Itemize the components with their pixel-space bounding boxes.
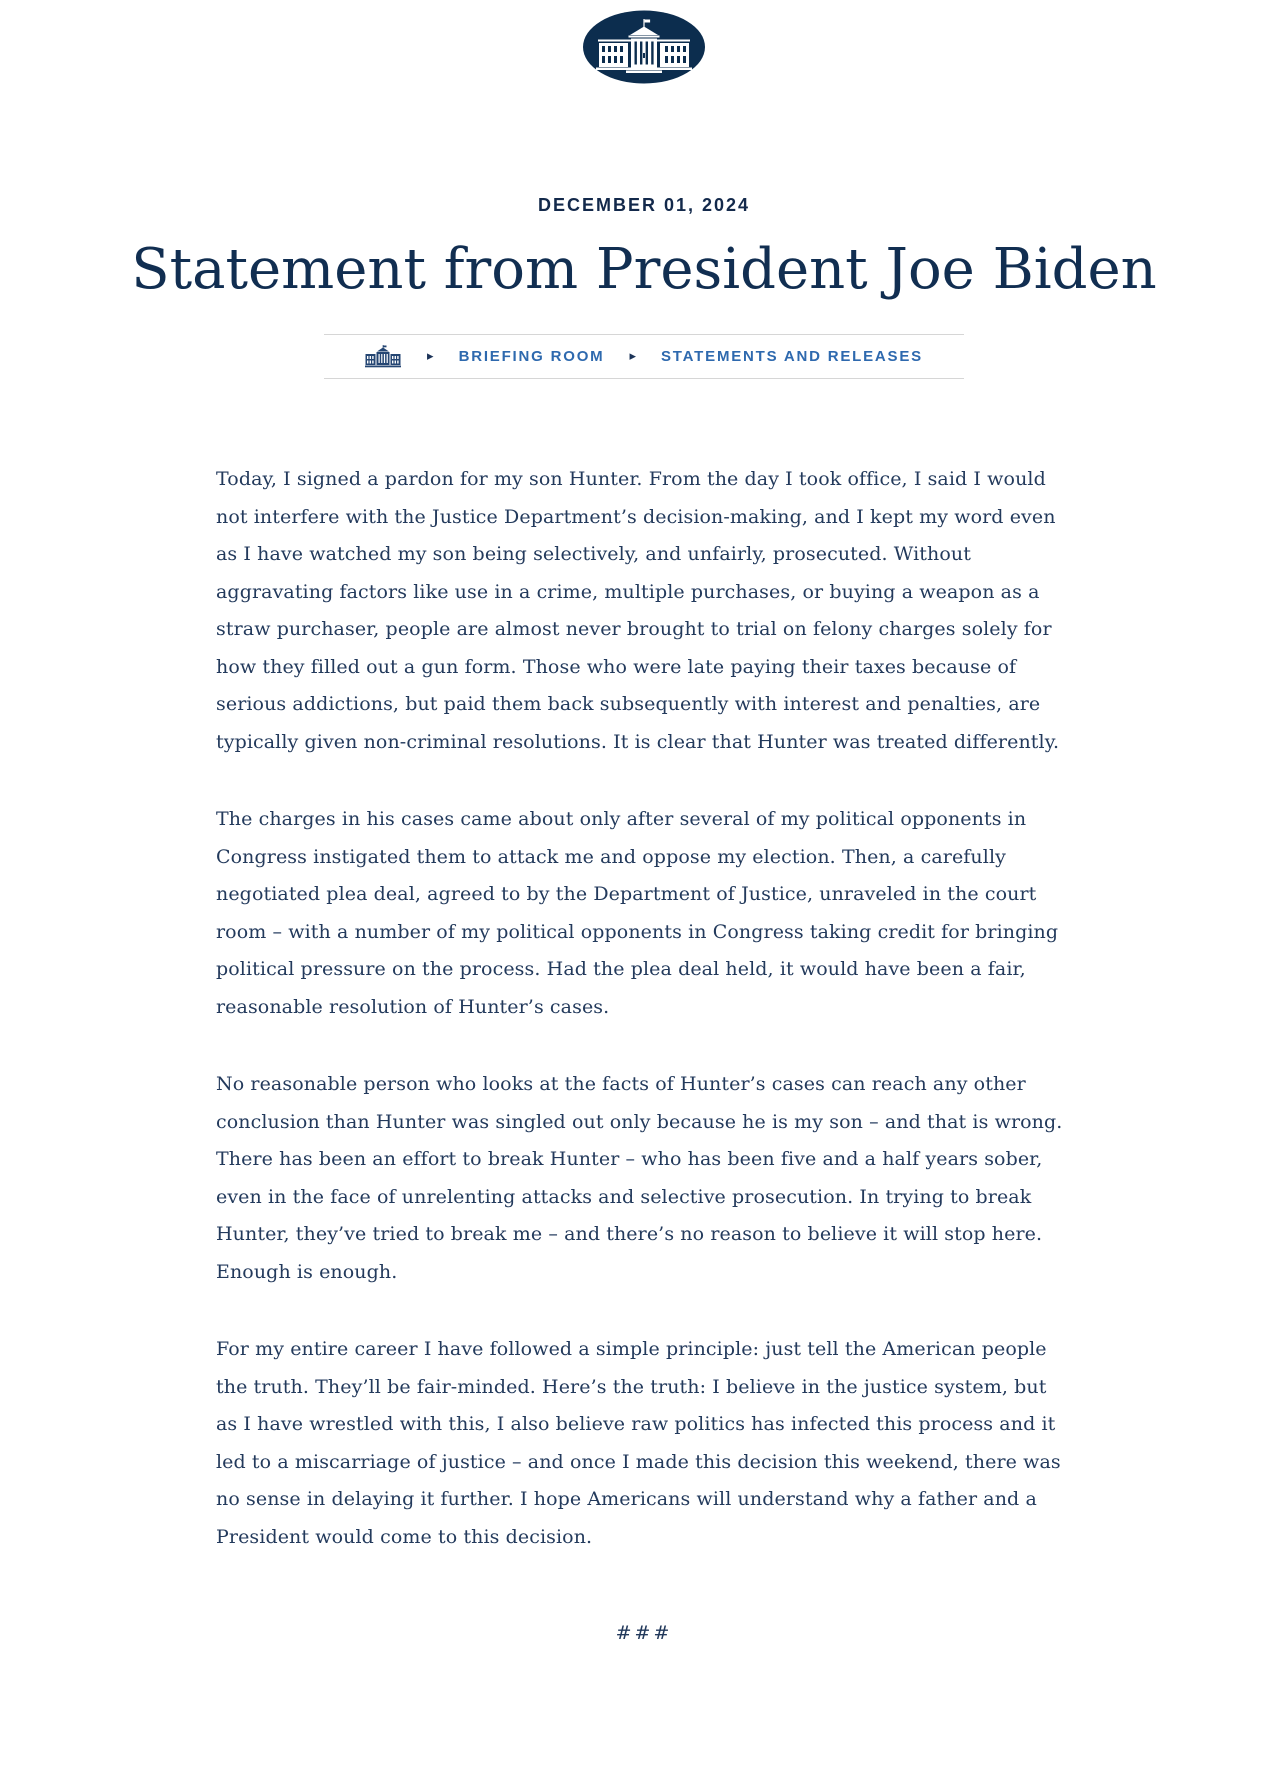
chevron-right-icon: ▸: [427, 349, 434, 365]
article-paragraph: The charges in his cases came about only after several of my political opponents in Congress instigated them to attack me and oppose my election. Then, a carefully negotiated plea deal, agreed to by the Department of Justice, unraveled in the court room – with a number of my political opponents in Congress taking credit for bringing political pressure on the process. Had the plea deal held, it would have been a fair, reasonable resolution of Hunter’s cases.: [216, 808, 1059, 1018]
end-mark: ###: [615, 1622, 673, 1645]
article-body: [216, 461, 1072, 1556]
breadcrumb-statements-and-releases-link[interactable]: STATEMENTS AND RELEASES: [661, 348, 923, 366]
whitehouse-logo[interactable]: [582, 9, 706, 85]
whitehouse-logo-icon: [582, 9, 706, 85]
article-paragraph: Today, I signed a pardon for my son Hunter. From the day I took office, I said I would not interfere with the Justice Department’s decision-making, and I kept my word even as I have watched my son being selectively, and unfairly, prosecuted. Without aggravating factors like use in a crime, multiple purchases, or buying a weapon as a straw purchaser, people are almost never brought to trial on felony charges solely for how they filled out a gun form. Those who were late paying their taxes because of serious addictions, but paid them back subsequently with interest and penalties, are typically given non-criminal resolutions. It is clear that Hunter was treated differently.: [216, 468, 1060, 753]
breadcrumb-briefing-room-link[interactable]: BRIEFING ROOM: [458, 348, 605, 366]
breadcrumb-home-link[interactable]: [365, 345, 402, 368]
article-paragraph: No reasonable person who looks at the facts of Hunter’s cases can reach any other conclusion than Hunter was singled out only because he is my son – and that is wrong. There has been an effort to break Hunter – who has been five and a half years sober, even in the face of unrelenting attacks and selective prosecution. In trying to break Hunter, they’ve tried to break me – and there’s no reason to believe it will stop here. Enough is enough.: [216, 1073, 1063, 1283]
chevron-right-icon: ▸: [629, 349, 636, 365]
breadcrumb: [324, 334, 964, 379]
article-paragraph: For my entire career I have followed a simple principle: just tell the American people the truth. They’ll be fair-minded. Here’s the truth: I believe in the justice system, but as I have wrestled with this, I also believe raw politics has infected this process and it led to a miscarriage of justice – and once I made this decision this weekend, there was no sense in delaying it further. I hope Americans will understand why a father and a President would come to this decision.: [216, 1338, 1061, 1548]
page-title: Statement from President Joe Biden: [131, 237, 1157, 302]
whitehouse-home-icon: [365, 345, 402, 368]
site-header: [0, 0, 1288, 85]
article-date: DECEMBER 01, 2024: [537, 195, 751, 215]
article-page: [0, 195, 1288, 1644]
